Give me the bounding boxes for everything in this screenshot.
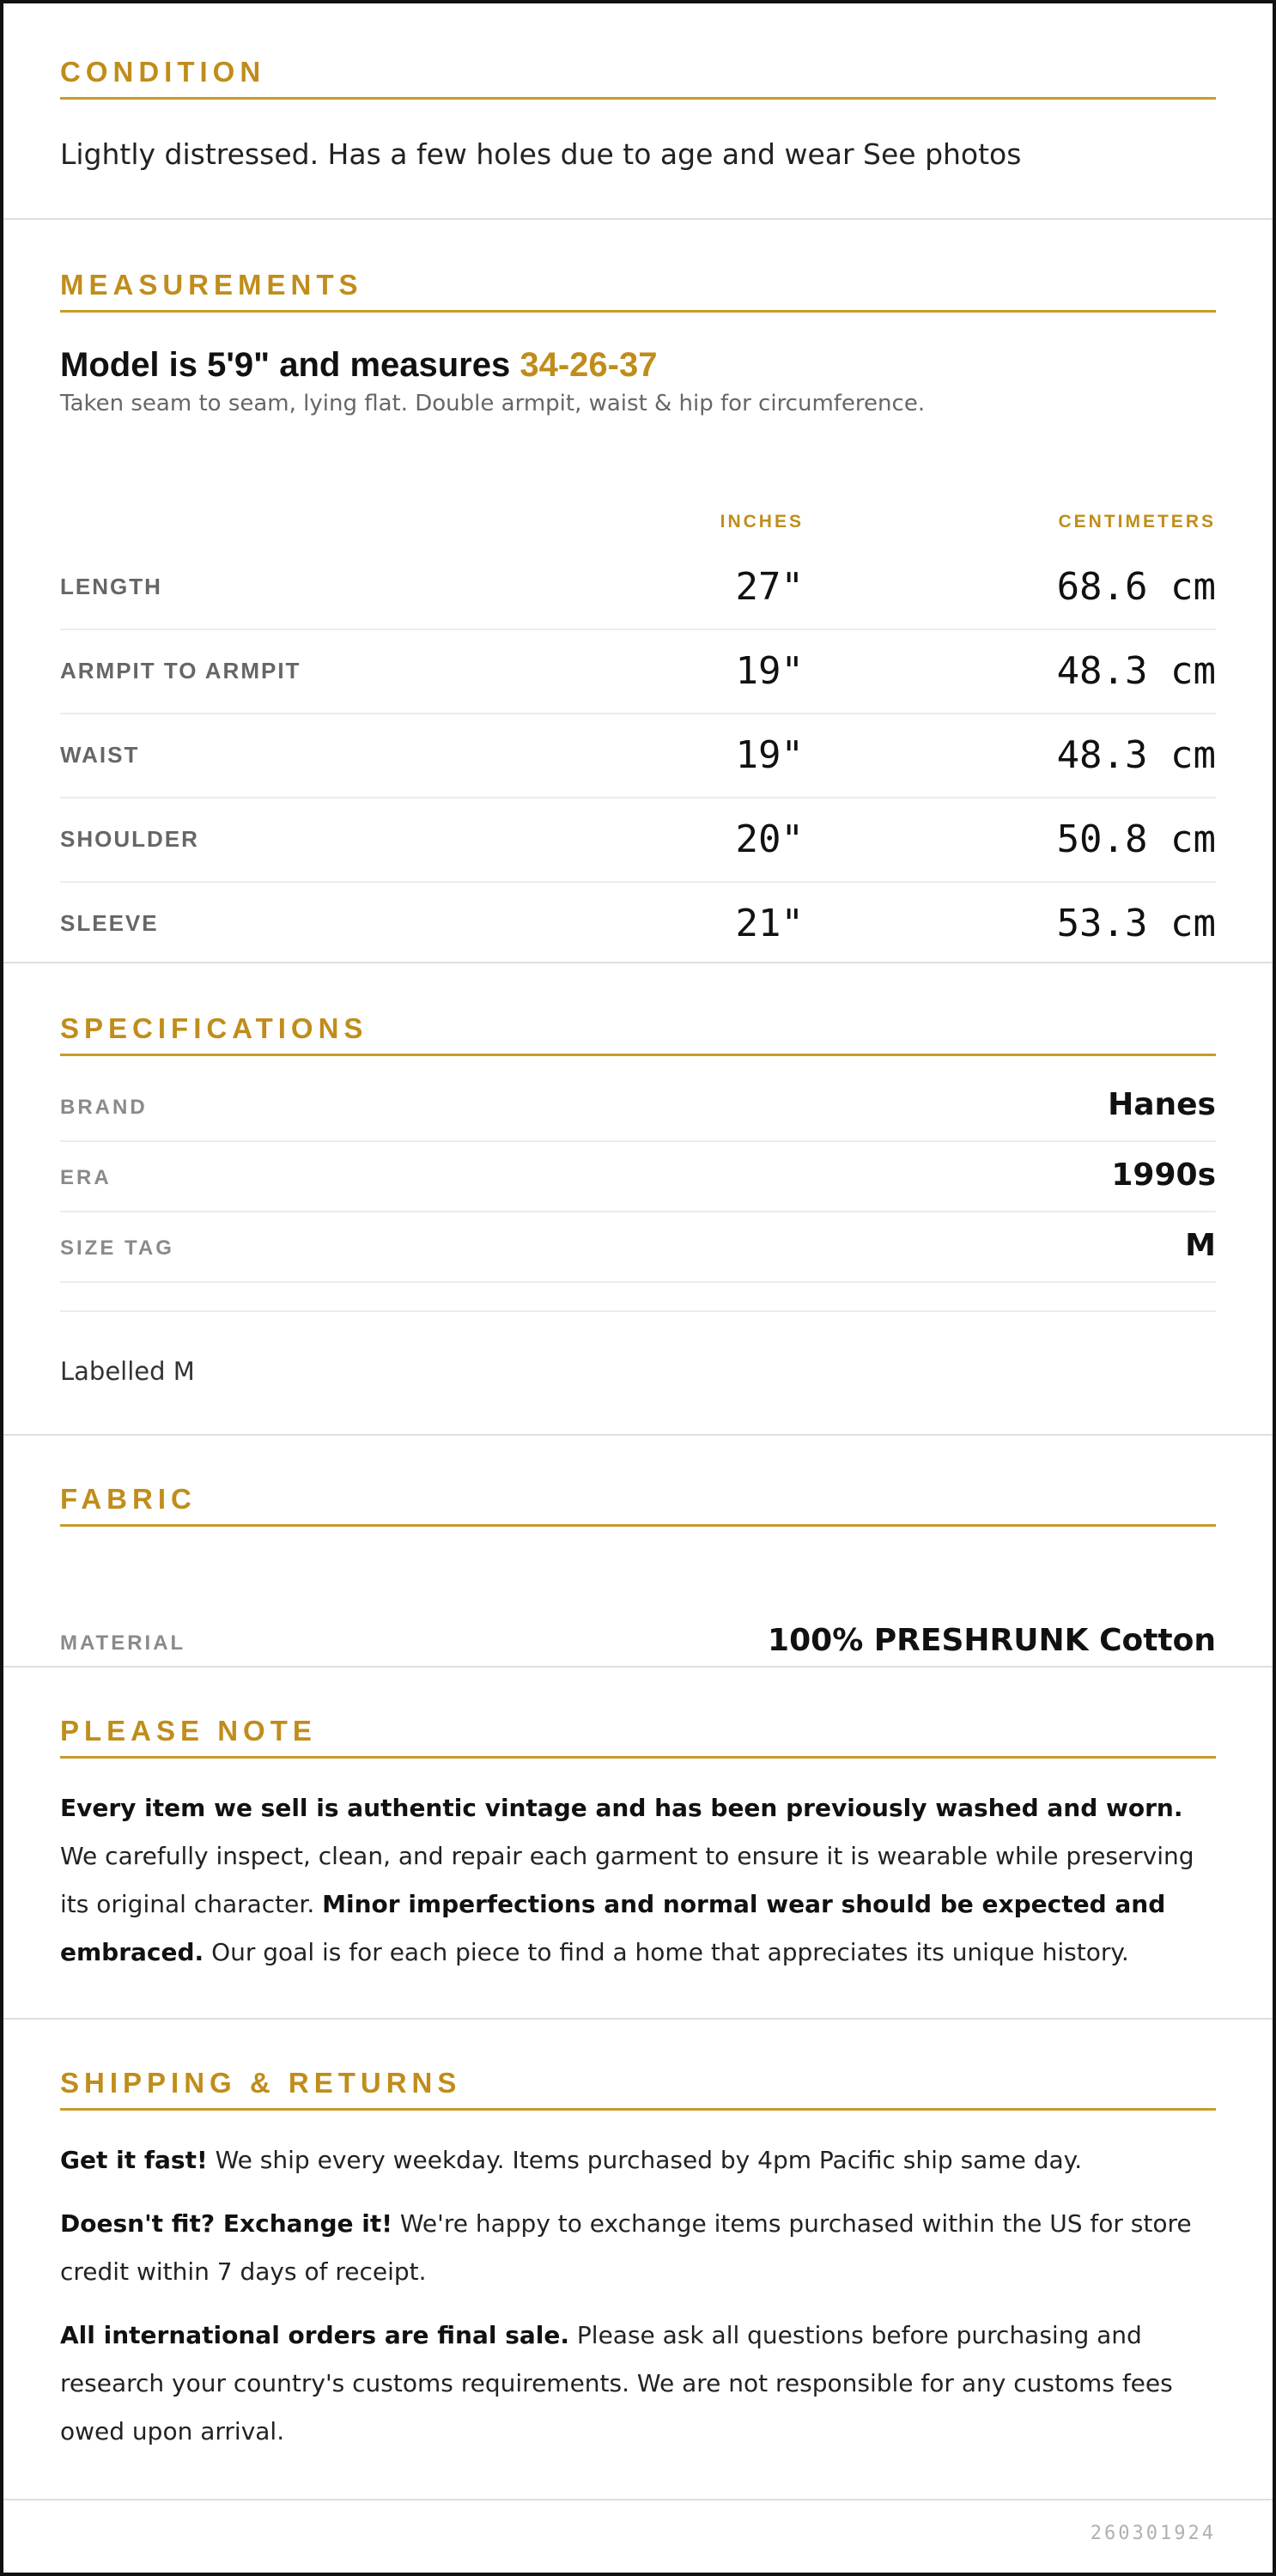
- condition-title: CONDITION: [60, 55, 1216, 100]
- shipping-text-1: We ship every weekday. Items purchased by 4pm Pacific ship same day.: [207, 2146, 1083, 2174]
- spec-row-era: [60, 1142, 1216, 1212]
- specifications-section: [3, 963, 1273, 1436]
- shipping-bold-3: All international orders are final sale.: [60, 2321, 570, 2349]
- measurement-inches: 27": [735, 565, 804, 609]
- measurement-inches: 19": [735, 733, 804, 777]
- spec-divider: [60, 1310, 1216, 1312]
- model-info: [60, 343, 1216, 386]
- measurement-label: WAIST: [60, 742, 140, 768]
- spec-row-brand: [60, 1072, 1216, 1142]
- size-tag-note: Labelled M: [60, 1357, 195, 1386]
- specifications-title: SPECIFICATIONS: [60, 1012, 1216, 1056]
- measurement-label: ARMPIT TO ARMPIT: [60, 658, 301, 683]
- measurement-row-waist: [60, 714, 1216, 799]
- condition-text: Lightly distressed. Has a few holes due to age and wear See photos: [60, 137, 1022, 171]
- shipping-paragraph-1: [60, 2136, 1216, 2184]
- measurement-cm: 53.3 cm: [1056, 902, 1216, 945]
- product-code: 260301924: [1090, 2523, 1216, 2544]
- shipping-section: [3, 2020, 1273, 2500]
- measurement-inches: 21": [735, 902, 804, 945]
- measurement-row-armpit: [60, 630, 1216, 714]
- spec-label: BRAND: [60, 1096, 148, 1119]
- measurements-section: [3, 220, 1273, 963]
- shipping-text-2: We're happy to exchange items purchased within the US for store credit within 7 days of receipt.: [60, 2209, 1192, 2286]
- measurement-label: SHOULDER: [60, 826, 199, 852]
- measurement-label: SLEEVE: [60, 910, 159, 936]
- fabric-label: MATERIAL: [60, 1631, 186, 1655]
- note-bold-2: Minor imperfections and normal wear should be expected and embraced.: [60, 1890, 1166, 1966]
- model-measures: 34-26-37: [520, 346, 658, 384]
- measurements-title: MEASUREMENTS: [60, 268, 1216, 313]
- spec-value: Hanes: [1108, 1087, 1216, 1122]
- note-text-2: Our goal is for each piece to find a home that appreciates its unique history.: [204, 1938, 1129, 1966]
- fabric-title: FABRIC: [60, 1482, 1216, 1527]
- please-note-text: [60, 1784, 1216, 1977]
- measurement-inches: 20": [735, 817, 804, 861]
- shipping-bold-2: Doesn't fit? Exchange it!: [60, 2209, 392, 2238]
- please-note-title: PLEASE NOTE: [60, 1714, 1216, 1759]
- fabric-value: 100% PRESHRUNK Cotton: [768, 1623, 1216, 1658]
- measurement-cm: 68.6 cm: [1056, 565, 1216, 609]
- column-header-centimeters: CENTIMETERS: [1058, 512, 1216, 532]
- fabric-section: [3, 1436, 1273, 1668]
- note-bold-1: Every item we sell is authentic vintage and has been previously washed and worn.: [60, 1794, 1183, 1822]
- shipping-bold-1: Get it fast!: [60, 2146, 208, 2174]
- measurement-row-sleeve: [60, 883, 1216, 967]
- spec-value: M: [1185, 1228, 1216, 1263]
- shipping-paragraph-3: [60, 2312, 1216, 2456]
- measurement-cm: 48.3 cm: [1056, 649, 1216, 693]
- measurement-inches: 19": [735, 649, 804, 693]
- shipping-text-3: Please ask all questions before purchasing and research your country's customs requirements. We are not responsible for any customs fees owed upon arrival.: [60, 2321, 1173, 2445]
- please-note-section: [3, 1668, 1273, 2020]
- measurement-label: LENGTH: [60, 574, 162, 599]
- measurement-row-length: [60, 546, 1216, 630]
- shipping-paragraph-2: [60, 2200, 1216, 2296]
- condition-section: [3, 3, 1273, 220]
- spec-value: 1990s: [1111, 1157, 1216, 1193]
- measurement-cm: 48.3 cm: [1056, 733, 1216, 777]
- spec-row-size-tag: [60, 1212, 1216, 1283]
- measurement-cm: 50.8 cm: [1056, 817, 1216, 861]
- spec-label: ERA: [60, 1166, 112, 1189]
- note-text-1: We carefully inspect, clean, and repair each garment to ensure it is wearable while preserving its original character.: [60, 1842, 1194, 1918]
- model-prefix: Model is 5'9" and measures: [60, 346, 520, 384]
- measurement-row-shoulder: [60, 799, 1216, 883]
- spec-label: SIZE TAG: [60, 1236, 174, 1260]
- column-header-inches: INCHES: [720, 512, 804, 532]
- shipping-title: SHIPPING & RETURNS: [60, 2066, 1216, 2111]
- measurements-subtitle: Taken seam to seam, lying flat. Double armpit, waist & hip for circumference.: [60, 391, 926, 416]
